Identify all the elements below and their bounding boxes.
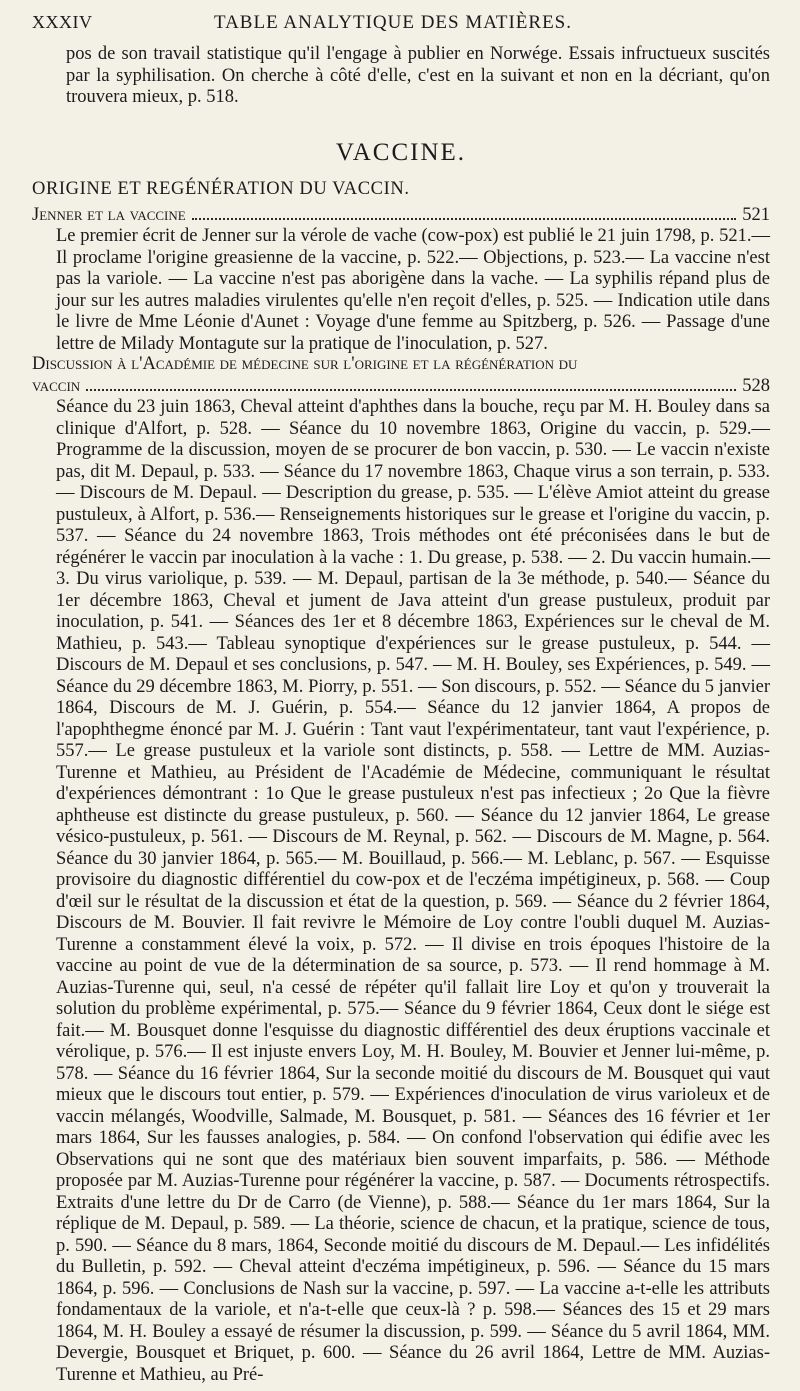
entry-body: Le premier écrit de Jenner sur la vérole de vache (cow-pox) est publié le 21 juin 1798, p. 521.— Il proclame l'origine greasienne de la vaccine, p. 522.— Objections, p. 523.— La vaccine n'est pas la variole. — La vaccine n'est pas aborigène dans la vache. — La syphilis répand plus de jour sur les autres maladies virulentes qu'elle n'en reçoit d'elles, p. 525. — Indication utile dans le livre de Mme Léonie d'Aunet : Voyage d'une femme au Spitzberg, p. 526. — Passage d'une lettre de Milady Montagute sur la pratique de l'inoculation, p. 527.	[56, 226, 770, 354]
entry-heading	[32, 376, 770, 398]
intro-paragraph: pos de son travail statistique qu'il l'engage à publier en Norwége. Essais infructueux suscités par la syphilisation. On cherche à côté d'elle, c'est en la suivant et non en la décriant, qu'on trouvera mieux, p. 518.	[66, 44, 770, 107]
section-title: VACCINE.	[335, 138, 467, 166]
index-entry-jenner	[32, 205, 770, 355]
entry-page-number: 528	[742, 375, 770, 396]
page-number: XXXIV	[32, 12, 93, 32]
entry-heading	[32, 205, 770, 227]
entry-heading-line: Discussion à l'Académie de médecine sur l'origine et la régénération du	[32, 354, 578, 374]
dot-leader	[192, 218, 737, 220]
running-head-title: TABLE ANALYTIQUE DES MATIÈRES.	[214, 12, 573, 33]
entry-heading-label: Jenner et la vaccine	[32, 204, 186, 225]
entry-body: Séance du 23 juin 1863, Cheval atteint d'aphthes dans la bouche, reçu par M. H. Bouley dans sa clinique d'Alfort, p. 528. — Séance du 10 novembre 1863, Origine du vaccin, p. 529.— Programme de la discussion, moyen de se procurer de bon vaccin, p. 530. — Le vaccin n'existe pas, dit M. Depaul, p. 533. — Séance du 17 novembre 1863, Chaque virus a son terrain, p. 533. — Discours de M. Depaul. — Description du grease, p. 535. — L'élève Amiot atteint du grease pustuleux, à Alfort, p. 536.— Renseignements historiques sur le grease et l'origine du vaccin, p. 537. — Séance du 24 novembre 1863, Trois méthodes ont été préconisées dans le but de régénérer le vaccin par inoculation à la vache : 1. Du grease, p. 538. — 2. Du vaccin humain.— 3. Du virus variolique, p. 539. — M. Depaul, partisan de la 3e méthode, p. 540.— Séance du 1er décembre 1863, Cheval et jument de Java atteint d'un grease pustuleux, produit par inoculation, p. 541. — Séances des 1er et 8 décembre 1863, Expériences sur le cheval de M. Mathieu, p. 543.— Tableau synoptique d'expériences sur le grease pustuleux, p. 544. — Discours de M. Depaul et ses conclusions, p. 547. — M. H. Bouley, ses Expériences, p. 549. — Séance du 29 décembre 1863, M. Piorry, p. 551. — Son discours, p. 552. — Séance du 5 janvier 1864, Discours de M. J. Guérin, p. 554.— Séance du 12 janvier 1864, A propos de l'apophthegme énoncé par M. J. Guérin : Tant vaut l'expérimentateur, tant vaut l'expérience, p. 557.— Le grease pustuleux et la variole sont distincts, p. 558. — Lettre de MM. Auzias-Turenne et Mathieu, au Président de l'Académie de Médecine, communiquant le résultat d'expériences démontrant : 1o Que le grease pustuleux n'est pas infectieux ; 2o Que la fièvre aphtheuse est distincte du grease pustuleux, p. 560. — Séance du 12 janvier 1864, Le grease vésico-pustuleux, p. 561. — Discours de M. Reynal, p. 562. — Discours de M. Magne, p. 564. Séance du 30 janvier 1864, p. 565.— M. Bouillaud, p. 566.— M. Leblanc, p. 567. — Esquisse provisoire du diagnostic différentiel du cow-pox et de l'eczéma impétigineux, p. 568. — Coup d'œil sur le résultat de la discussion et état de la question, p. 569. — Séance du 2 février 1864, Discours de M. Bouvier. Il fait revivre le Mémoire de Loy contre l'oubli duquel M. Auzias-Turenne a constamment élevé la voix, p. 572. — Il divise en trois époques l'histoire de la vaccine au point de vue de la détermination de sa source, p. 573. — Il rend hommage à M. Auzias-Turenne qui, seul, n'a cessé de répéter qu'il fallait lire Loy et qu'on y trouverait la solution du problème expérimental, p. 575.— Séance du 9 février 1864, Ceux dont le siége est fait.— M. Bousquet donne l'esquisse du diagnostic différentiel des deux éruptions vaccinale et vérolique, p. 576.— Il est injuste envers Loy, M. H. Bouley, M. Bouvier et Jenner lui-même, p. 578. — Séance du 16 février 1864, Sur la seconde moitié du discours de M. Bousquet qui vaut mieux que le discours tout entier, p. 579. — Expériences d'inoculation de virus varioleux et de vaccin mélangés, Woodville, Salmade, M. Bousquet, p. 581. — Séances des 16 février et 1er mars 1864, Sur les fausses analogies, p. 584. — On confond l'observation qui édifie avec les Observations qui ne sont que des matériaux bien souvent imparfaits, p. 586. — Méthode proposée par M. Auzias-Turenne pour régénérer la vaccine, p. 587. — Documents rétrospectifs. Extraits d'une lettre du Dr de Carro (de Vienne), p. 588.— Séance du 1er mars 1864, Sur la réplique de M. Depaul, p. 589. — La théorie, science de chacun, et la pratique, science de tous, p. 590. — Séance du 8 mars, 1864, Seconde moitié du discours de M. Depaul.— Les infidélités du Bulletin, p. 592. — Cheval atteint d'eczéma impétigineux, p. 596. — Séance du 15 mars 1864, p. 596. — Conclusions de Nash sur la vaccine, p. 597. — La vaccine a-t-elle les attributs fondamentaux de la variole, et n'a-t-elle que ceux-là ? p. 598.— Séances des 15 et 29 mars 1864, M. H. Bouley a essayé de résumer la discussion, p. 599. — Séance du 5 avril 1864, MM. Devergie, Bousquet et Briquet, p. 600. — Séance du 26 avril 1864, Lettre de MM. Auzias-Turenne et Mathieu, au Pré-	[56, 397, 770, 1385]
dot-leader	[86, 389, 736, 391]
entry-page-number: 521	[742, 204, 770, 225]
subsection-title: ORIGINE ET REGÉNÉRATION DU VACCIN.	[32, 178, 410, 199]
index-entry-discussion	[32, 354, 770, 1385]
entry-heading-label: vaccin	[32, 375, 81, 396]
running-head	[32, 12, 770, 38]
